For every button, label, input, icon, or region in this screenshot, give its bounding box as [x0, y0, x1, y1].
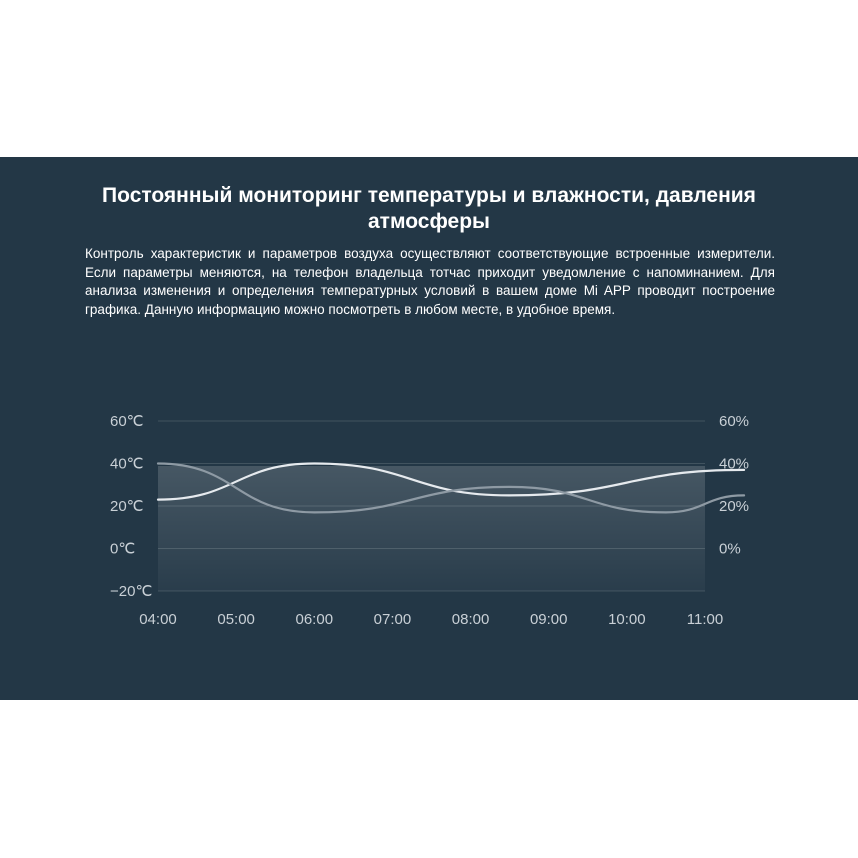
x-tick: 04:00	[139, 611, 177, 628]
page-title: Постоянный мониторинг температуры и влажности, давления атмосферы	[102, 184, 756, 233]
y-tick-left: −20℃	[110, 583, 153, 600]
y-tick-right: 40%	[719, 455, 750, 473]
y-tick-left: 20℃	[110, 498, 144, 515]
x-tick: 09:00	[529, 611, 568, 628]
y-tick-left: 0℃	[110, 540, 136, 558]
x-tick: 10:00	[608, 611, 646, 628]
x-tick: 06:00	[295, 611, 334, 628]
y-tick-left: 60℃	[110, 413, 144, 430]
x-tick: 07:00	[373, 611, 412, 628]
x-tick: 05:00	[217, 611, 255, 628]
x-tick: 08:00	[451, 611, 490, 628]
description-text: Контроль характеристик и параметров воздуха осуществляют соответствующие встроенные измерители. Если параметры меняются, на телефон владельца тотчас приходит уведомление с напоминанием. Для анализа изменения и определения температурных условий в вашем доме Mi APP проводит построение графика. Данную информацию можно посмотреть в любом месте, в удобное время.	[85, 246, 775, 317]
y-tick-right: 0%	[719, 540, 741, 558]
x-tick: 11:00	[686, 611, 724, 628]
y-tick-right: 60%	[719, 413, 750, 430]
y-tick-right: 20%	[719, 498, 750, 515]
y-tick-left: 40℃	[110, 455, 144, 473]
